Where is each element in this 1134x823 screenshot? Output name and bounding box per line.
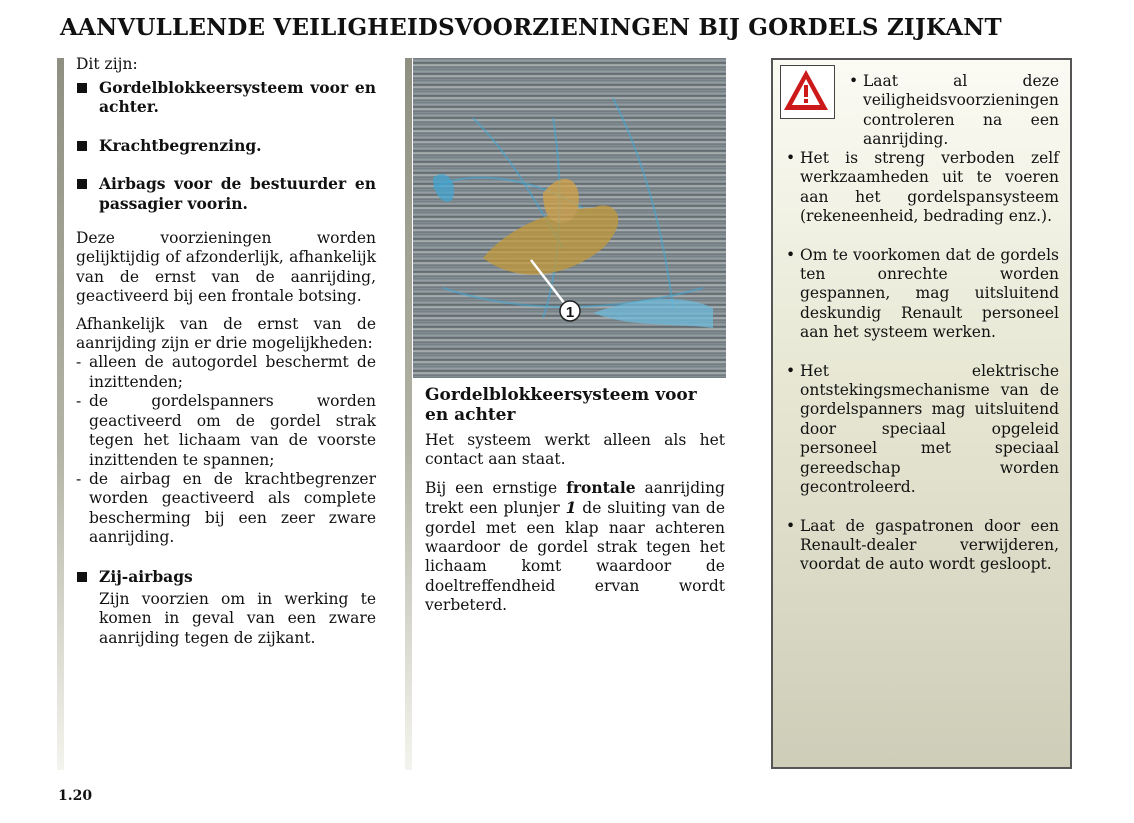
square-bullet-icon bbox=[77, 572, 87, 582]
square-bullet-icon bbox=[77, 83, 87, 93]
option-item: - de airbag en de krachtbegrenzer worden geactiveerd als complete bescherming bij een zeer zware aanrijding. bbox=[76, 469, 376, 547]
seatbelt-mechanism-photo bbox=[413, 58, 726, 378]
bullet-dot-icon: • bbox=[849, 72, 859, 90]
middle-margin-bar bbox=[405, 58, 412, 770]
bullet-dot-icon: • bbox=[786, 149, 796, 167]
section-heading: Gordelblokkeersysteem voor en achter bbox=[425, 385, 697, 425]
side-airbag-heading: Zij-airbags bbox=[76, 567, 376, 586]
square-bullet-icon bbox=[77, 141, 87, 151]
bullet-dot-icon: • bbox=[786, 516, 796, 535]
feature-item: Gordelblokkeersysteem voor en achter. bbox=[76, 78, 376, 117]
warning-triangle-icon bbox=[781, 66, 831, 114]
feature-item: Krachtbegrenzing. bbox=[76, 136, 376, 155]
page-title: AANVULLENDE VEILIGHEIDSVOORZIENINGEN BIJ GORDELS ZIJKANT bbox=[60, 14, 1002, 41]
bullet-dot-icon: • bbox=[786, 361, 796, 380]
bullet-dot-icon: • bbox=[786, 245, 796, 264]
page-number: 1.20 bbox=[58, 788, 93, 804]
side-airbag-text: Zijn voorzien om in werking te komen in geval van een zware aanrijding tegen de zijkant. bbox=[99, 589, 376, 647]
warning-first-item: • Laat al deze veiligheidsvoorzieningen controleren na een aanrijding. bbox=[849, 72, 1059, 149]
seatbelt-illustration bbox=[413, 58, 726, 378]
paragraph: Bij een ernstige frontale aanrijding trekt een plunjer 1 de sluiting van de gordel met een klap naar achteren waardoor de gordel strak tegen het lichaam komt waardoor de doeltreffendheid ervan wordt verbeterd. bbox=[425, 477, 725, 615]
square-bullet-icon bbox=[77, 179, 87, 189]
column-left bbox=[76, 78, 376, 648]
option-item: - de gordelspanners worden geactiveerd om de gordel strak tegen het lichaam van de voorste inzittenden te spannen; bbox=[76, 392, 376, 469]
warning-item: • Laat de gaspatronen door een Renault-dealer verwijderen, voordat de auto wordt gesloopt. bbox=[786, 516, 1059, 574]
paragraph: Deze voorzieningen worden gelijktijdig of afzonderlijk, afhankelijk van de ernst van de aanrijding, geactiveerd bij een frontale botsing. bbox=[76, 229, 376, 306]
left-margin-bar bbox=[57, 58, 64, 770]
paragraph: Afhankelijk van de ernst van de aanrijding zijn er drie mogelijkheden: bbox=[76, 314, 376, 353]
intro-text: Dit zijn: bbox=[76, 55, 138, 73]
warning-box bbox=[771, 58, 1072, 769]
warning-items bbox=[786, 149, 1059, 575]
callout-number: 1 bbox=[565, 304, 575, 321]
warning-item: • Om te voorkomen dat de gordels ten onrechte worden gespannen, mag uitsluitend deskundig Renault personeel aan het systeem werken. bbox=[786, 245, 1059, 342]
column-middle bbox=[425, 385, 725, 616]
warning-icon-frame bbox=[780, 65, 835, 119]
option-item: - alleen de autogordel beschermt de inzittenden; bbox=[76, 353, 376, 391]
warning-item: • Het elektrische ontstekingsmechanisme van de gordelspanners mag uitsluitend door speciaal opgeleid personeel met speciaal gereedschap worden gecontroleerd. bbox=[786, 361, 1059, 497]
paragraph: Het systeem werkt alleen als het contact aan staat. bbox=[425, 431, 725, 469]
warning-item: • Het is streng verboden zelf werkzaamheden uit te voeren aan het gordelspansysteem (rekeneenheid, bedrading enz.). bbox=[786, 149, 1059, 226]
feature-item: Airbags voor de bestuurder en passagier voorin. bbox=[76, 174, 376, 213]
